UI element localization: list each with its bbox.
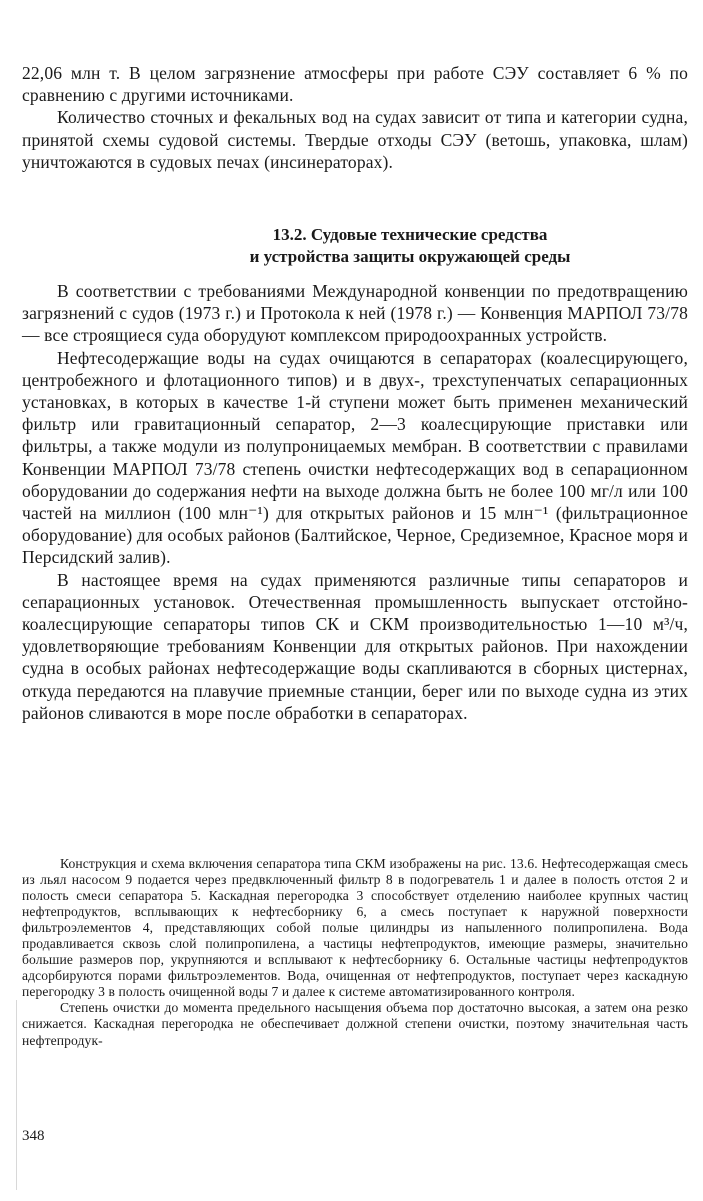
paragraph-separators: В настоящее время на судах применяются различные типы сепараторов и сепарационных установок. Отечественная промышленность выпускает отстойно-коалесцирующие сепараторы типов СК и СКМ производительностью 1—10 м³/ч, удовлетворяющие требованиям Конвенции для открытых районов. При нахождении судна в особых районах нефтесодержащие воды скапливаются в сборных цистернах, откуда передаются на плавучие приемные станции, берег или по выходе судна из этих районов сливаются в море после обработки в сепараторах. — [22, 569, 688, 723]
main-text-block — [22, 280, 688, 724]
top-text-block — [22, 62, 688, 173]
paragraph-skm-design: Конструкция и схема включения сепаратора типа СКМ изображены на рис. 13.6. Нефтесодержащая смесь из льял насосом 9 подается через предвключенный фильтр 8 в подогреватель 1 и далее в полость отстоя 2 и полость смеси сепаратора 5. Каскадная перегородка 3 способствует отделению наиболее крупных частиц нефтепродуктов, всплывающих к нефтесборнику 6, а смесь поступает к наружной поверхности фильтроэлементов 4, представляющих собой полые цилиндры из напыленного полипропилена. Вода продавливается сквозь слой полипропилена, а частицы нефтепродуктов, имеющие размеры, значительно большие размеров пор, укрупняются и всплывают к нефтесборнику 6. Остальные частицы нефтепродуктов адсорбируются порами фильтроэлементов. Вода, очищенная от нефтепродуктов, поступает через каскадную перегородку 3 в полость очищенной воды 7 и далее к системе автоматизированного контроля. — [22, 856, 688, 1000]
section-heading-line-1: 13.2. Судовые технические средства — [272, 225, 548, 244]
paragraph-waste: Количество сточных и фекальных вод на судах зависит от типа и категории судна, принятой схемы судовой системы. Твердые отходы СЭУ (ветошь, упаковка, шлам) уничтожаются в судовых печах (инсинераторах). — [22, 107, 688, 172]
section-heading-line-2: и устройства защиты окружающей среды — [249, 247, 571, 266]
paragraph-marpol: В соответствии с требованиями Международной конвенции по предотвращению загрязнений с судов (1973 г.) и Протокола к ней (1978 г.) — Конвенция МАРПОЛ 73/78 — все строящиеся суда оборудуют комплексом природоохранных устройств. — [22, 281, 688, 346]
page-number: 348 — [22, 1128, 45, 1144]
small-print-block — [22, 856, 688, 1049]
paragraph-continuation: 22,06 млн т. В целом загрязнение атмосферы при работе СЭУ составляет 6 % по сравнению с другими источниками. — [22, 63, 688, 106]
paragraph-oily-water: Нефтесодержащие воды на судах очищаются в сепараторах (коалесцирующего, центробежного и флотационного типов) и в двух-, трехступенчатых сепарационных установках, в которых в качестве 1-й ступени может быть применен механический фильтр или гравитационный сепаратор, 2—3 коалесцирующие приставки или фильтры, а также модули из полупроницаемых мембран. В соответствии с правилами Конвенции МАРПОЛ 73/78 степень очистки нефтесодержащих вод в сепарационном оборудовании до содержания нефти на выходе должна быть не более 100 мг/л или 100 частей на миллион (100 млн⁻¹) для открытых районов и 15 млн⁻¹ (фильтрационное оборудование) для особых районов (Балтийское, Черное, Средиземное, Красное моря и Персидский залив). — [22, 347, 688, 568]
section-heading — [150, 224, 670, 268]
paragraph-cleaning-degree: Степень очистки до момента предельного насыщения объема пор достаточно высокая, а затем она резко снижается. Каскадная перегородка не обеспечивает должной степени очистки, поэтому значительная часть нефтепродук- — [22, 1000, 688, 1048]
margin-rule — [16, 1000, 17, 1190]
